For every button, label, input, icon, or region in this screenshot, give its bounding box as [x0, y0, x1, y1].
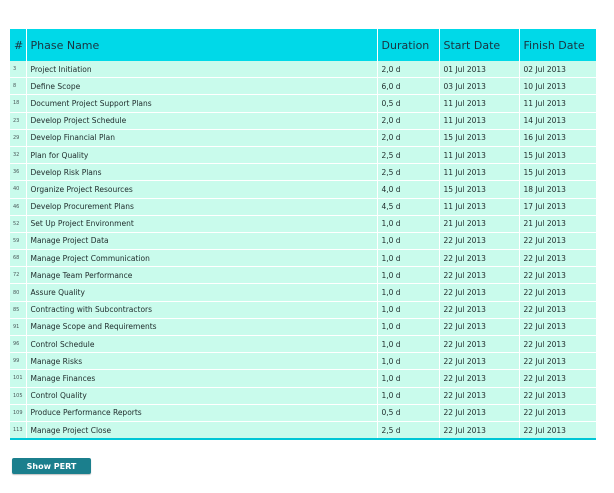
table-row[interactable]: [10, 61, 596, 78]
start-date: 22 Jul 2013: [439, 336, 519, 353]
duration: 2,0 d: [377, 61, 439, 78]
duration: 1,0 d: [377, 336, 439, 353]
duration: 0,5 d: [377, 404, 439, 421]
duration: 1,0 d: [377, 250, 439, 267]
start-date: 21 Jul 2013: [439, 215, 519, 232]
start-date: 11 Jul 2013: [439, 112, 519, 129]
table-row[interactable]: [10, 284, 596, 301]
duration: 2,0 d: [377, 112, 439, 129]
start-date: 22 Jul 2013: [439, 318, 519, 335]
row-id: 29: [10, 129, 26, 146]
phase-name: Define Scope: [26, 78, 377, 95]
finish-date: 02 Jul 2013: [519, 61, 596, 78]
row-id: 68: [10, 250, 26, 267]
row-id: 59: [10, 232, 26, 249]
finish-date: 18 Jul 2013: [519, 181, 596, 198]
duration: 6,0 d: [377, 78, 439, 95]
phase-table: [10, 29, 596, 440]
row-id: 99: [10, 353, 26, 370]
finish-date: 22 Jul 2013: [519, 404, 596, 421]
phase-table-header: [10, 29, 596, 61]
finish-date: 17 Jul 2013: [519, 198, 596, 215]
phase-name: Plan for Quality: [26, 146, 377, 163]
finish-date: 22 Jul 2013: [519, 267, 596, 284]
start-date: 01 Jul 2013: [439, 61, 519, 78]
phase-name: Develop Project Schedule: [26, 112, 377, 129]
row-id: 8: [10, 78, 26, 95]
column-header-phase-name[interactable]: Phase Name: [26, 29, 377, 61]
row-id: 40: [10, 181, 26, 198]
row-id: 109: [10, 404, 26, 421]
finish-date: 22 Jul 2013: [519, 421, 596, 439]
row-id: 3: [10, 61, 26, 78]
duration: 2,0 d: [377, 129, 439, 146]
phase-name: Manage Project Communication: [26, 250, 377, 267]
table-row[interactable]: [10, 318, 596, 335]
finish-date: 22 Jul 2013: [519, 353, 596, 370]
row-id: 105: [10, 387, 26, 404]
finish-date: 10 Jul 2013: [519, 78, 596, 95]
phase-name: Manage Team Performance: [26, 267, 377, 284]
table-row[interactable]: [10, 353, 596, 370]
duration: 4,0 d: [377, 181, 439, 198]
table-row[interactable]: [10, 370, 596, 387]
finish-date: 22 Jul 2013: [519, 232, 596, 249]
start-date: 11 Jul 2013: [439, 164, 519, 181]
duration: 1,0 d: [377, 387, 439, 404]
duration: 1,0 d: [377, 284, 439, 301]
finish-date: 21 Jul 2013: [519, 215, 596, 232]
start-date: 22 Jul 2013: [439, 353, 519, 370]
start-date: 22 Jul 2013: [439, 404, 519, 421]
table-row[interactable]: [10, 112, 596, 129]
table-row[interactable]: [10, 129, 596, 146]
start-date: 22 Jul 2013: [439, 301, 519, 318]
duration: 1,0 d: [377, 370, 439, 387]
column-header-duration[interactable]: Duration: [377, 29, 439, 61]
row-id: 52: [10, 215, 26, 232]
start-date: 11 Jul 2013: [439, 198, 519, 215]
start-date: 22 Jul 2013: [439, 421, 519, 439]
row-id: 18: [10, 95, 26, 112]
column-header-finish-date[interactable]: Finish Date: [519, 29, 596, 61]
row-id: 101: [10, 370, 26, 387]
duration: 1,0 d: [377, 267, 439, 284]
finish-date: 16 Jul 2013: [519, 129, 596, 146]
phase-name: Set Up Project Environment: [26, 215, 377, 232]
table-row[interactable]: [10, 421, 596, 439]
table-row[interactable]: [10, 164, 596, 181]
finish-date: 22 Jul 2013: [519, 370, 596, 387]
column-header-number[interactable]: #: [10, 29, 26, 61]
phase-name: Project Initiation: [26, 61, 377, 78]
table-row[interactable]: [10, 232, 596, 249]
start-date: 22 Jul 2013: [439, 250, 519, 267]
finish-date: 22 Jul 2013: [519, 284, 596, 301]
start-date: 15 Jul 2013: [439, 129, 519, 146]
phase-name: Manage Scope and Requirements: [26, 318, 377, 335]
table-row[interactable]: [10, 404, 596, 421]
duration: 0,5 d: [377, 95, 439, 112]
table-row[interactable]: [10, 198, 596, 215]
duration: 1,0 d: [377, 318, 439, 335]
phase-name: Develop Financial Plan: [26, 129, 377, 146]
duration: 2,5 d: [377, 421, 439, 439]
row-id: 91: [10, 318, 26, 335]
duration: 1,0 d: [377, 353, 439, 370]
start-date: 22 Jul 2013: [439, 267, 519, 284]
row-id: 113: [10, 421, 26, 439]
duration: 1,0 d: [377, 232, 439, 249]
table-row[interactable]: [10, 215, 596, 232]
start-date: 22 Jul 2013: [439, 284, 519, 301]
table-row[interactable]: [10, 336, 596, 353]
phase-name: Manage Project Data: [26, 232, 377, 249]
row-id: 46: [10, 198, 26, 215]
show-pert-button[interactable]: Show PERT: [12, 458, 91, 474]
phase-table-body: [10, 61, 596, 439]
start-date: 22 Jul 2013: [439, 370, 519, 387]
finish-date: 22 Jul 2013: [519, 336, 596, 353]
phase-name: Develop Risk Plans: [26, 164, 377, 181]
phase-name: Control Quality: [26, 387, 377, 404]
start-date: 22 Jul 2013: [439, 387, 519, 404]
column-header-start-date[interactable]: Start Date: [439, 29, 519, 61]
phase-name: Organize Project Resources: [26, 181, 377, 198]
table-row[interactable]: [10, 387, 596, 404]
finish-date: 15 Jul 2013: [519, 164, 596, 181]
finish-date: 11 Jul 2013: [519, 95, 596, 112]
start-date: 15 Jul 2013: [439, 181, 519, 198]
row-id: 96: [10, 336, 26, 353]
start-date: 22 Jul 2013: [439, 232, 519, 249]
finish-date: 22 Jul 2013: [519, 318, 596, 335]
table-row[interactable]: [10, 267, 596, 284]
table-row[interactable]: [10, 181, 596, 198]
start-date: 11 Jul 2013: [439, 146, 519, 163]
phase-name: Assure Quality: [26, 284, 377, 301]
duration: 2,5 d: [377, 164, 439, 181]
table-row[interactable]: [10, 301, 596, 318]
duration: 2,5 d: [377, 146, 439, 163]
phase-name: Produce Performance Reports: [26, 404, 377, 421]
phase-name: Contracting with Subcontractors: [26, 301, 377, 318]
start-date: 03 Jul 2013: [439, 78, 519, 95]
finish-date: 22 Jul 2013: [519, 301, 596, 318]
finish-date: 22 Jul 2013: [519, 250, 596, 267]
header-row: [10, 29, 596, 61]
row-id: 23: [10, 112, 26, 129]
row-id: 72: [10, 267, 26, 284]
table-row[interactable]: [10, 78, 596, 95]
phase-table-container: [10, 29, 596, 440]
phase-name: Manage Risks: [26, 353, 377, 370]
table-row[interactable]: [10, 95, 596, 112]
row-id: 32: [10, 146, 26, 163]
start-date: 11 Jul 2013: [439, 95, 519, 112]
phase-name: Control Schedule: [26, 336, 377, 353]
row-id: 80: [10, 284, 26, 301]
duration: 4,5 d: [377, 198, 439, 215]
finish-date: 14 Jul 2013: [519, 112, 596, 129]
phase-name: Manage Project Close: [26, 421, 377, 439]
phase-name: Manage Finances: [26, 370, 377, 387]
finish-date: 15 Jul 2013: [519, 146, 596, 163]
phase-name: Develop Procurement Plans: [26, 198, 377, 215]
phase-name: Document Project Support Plans: [26, 95, 377, 112]
duration: 1,0 d: [377, 215, 439, 232]
table-row[interactable]: [10, 250, 596, 267]
row-id: 85: [10, 301, 26, 318]
duration: 1,0 d: [377, 301, 439, 318]
finish-date: 22 Jul 2013: [519, 387, 596, 404]
row-id: 36: [10, 164, 26, 181]
table-row[interactable]: [10, 146, 596, 163]
